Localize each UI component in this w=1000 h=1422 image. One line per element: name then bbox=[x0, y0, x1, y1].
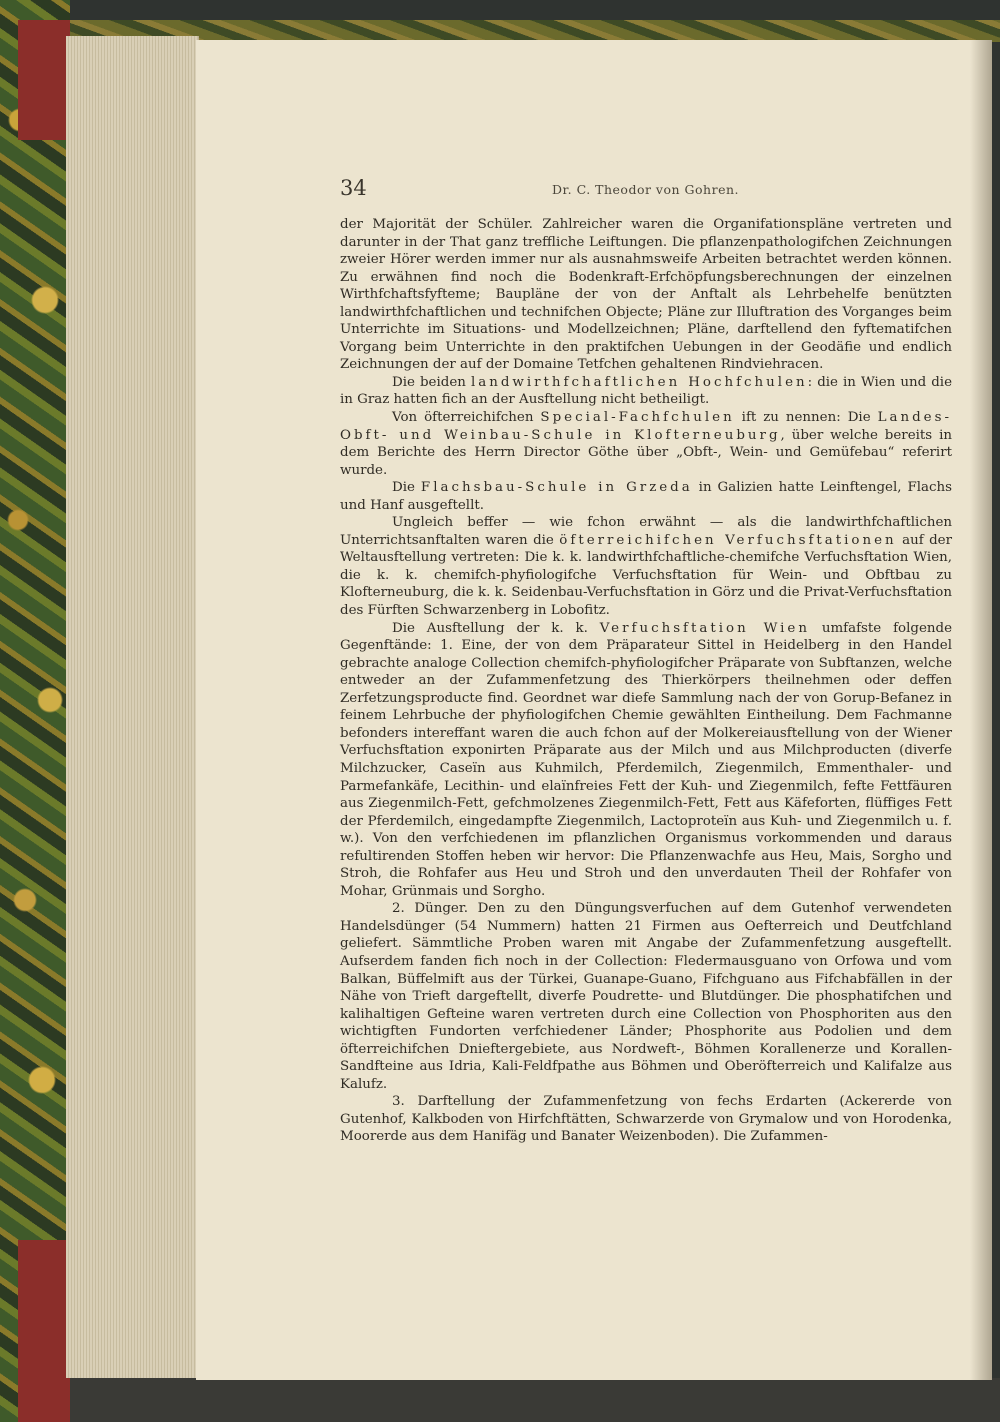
page-gutter-shadow bbox=[970, 40, 992, 1380]
paragraph: Von öfterreichifchen Special-Fachfchulen ift zu nennen: Die Landes-Obft- und Weinbau-Schule in Klofterneuburg, über welche bereits in dem Berichte des Herrn Director Göthe über „Obft-, Wein- und Gemüfebau“ referirt wurde. bbox=[340, 410, 952, 478]
cover-leather-band-top bbox=[18, 20, 70, 140]
page-number: 34 bbox=[340, 176, 367, 200]
paragraph: Die beiden landwirthfchaftlichen Hochfchulen: die in Wien und die in Graz hatten fich an der Ausftellung nicht betheiligt. bbox=[340, 374, 953, 408]
book-top-edge bbox=[70, 20, 1000, 42]
paragraph: 2. Dünger. Den zu den Düngungsverfuchen auf dem Gutenhof verwendeten Handelsdünger (54 Nummern) hatten 21 Firmen aus Oefterreich und Deutfchland geliefert. Sämmtliche Proben waren mit Angabe der Zufammenfetzung ausgeftellt. Aufserdem fanden fich noch in der Collection: Fledermausguano von Orfowa und vom Balkan, Büffelmift aus der Türkei, Guanape-Guano, Fifchguano aus Fifchabfällen in der Nähe von Trieft dargeftellt, diverfe Poudrette- und Blutdünger. Die phosphatifchen und kalihaltigen Gefteine waren vertreten durch eine Collection von Phosphoriten aus den wichtigften Fundorten verfchiedener Länder; Phosphorite aus Podolien und dem öfterreichifchen Dnieftergebiete, aus Nordweft-, Böhmen Korallenerze und Korallen-Sandfteine aus Idria, Kali-Feldfpathe aus Böhmen und Oberöfterreich und Kalifalze aus Kalufz. bbox=[340, 901, 952, 1092]
cover-leather-band-bottom bbox=[18, 1240, 70, 1422]
paragraph: Ungleich beffer — wie fchon erwähnt — als die landwirthfchaftlichen Unterrichtsanftalten waren die öfterreichifchen Verfuchsftationen auf der Weltausftellung vertreten: Die k. k. landwirthfchaftliche-chemifche Verfuchsftation Wien, die k. k. chemifch-phyfiologifche Verfuchsftation für Wein- und Obftbau zu Klofterneuburg, die k. k. Seidenbau-Verfuchsftation in Görz und die Privat-Verfuchsftation des Fürften Schwarzenberg in Lobofitz. bbox=[340, 515, 953, 619]
page-header bbox=[340, 176, 952, 206]
running-head: Dr. C. Theodor von Gohren. bbox=[552, 182, 739, 197]
paragraph: Die Flachsbau-Schule in Grzeda in Galizien hatte Leinftengel, Flachs und Hanf ausgeftellt. bbox=[340, 480, 953, 513]
paragraph: Die Ausftellung der k. k. Verfuchsftation Wien umfafste folgende Gegenftände: 1. Eine, der von dem Präparateur Sittel in Heidelberg in den Handel gebrachte analoge Collection chemifch-phyfiologifcher Präparate von Subftanzen, welche entweder an der Zufammenfetzung des Thierkörpers theilnehmen oder deffen Zerfetzungsproducte find. Geordnet war diefe Sammlung nach der von Gorup-Befanez in feinem Lehrbuche der phyfiologifchen Chemie gewählten Eintheilung. Dem Fachmanne befonders intereffant waren die auch fchon auf der Molkereiausftellung von der Wiener Verfuchsftation exponirten Präparate aus der Milch und aus Milchproducten (diverfe Milchzucker, Caseïn aus Kuhmilch, Pferdemilch, Ziegenmilch, Emmenthaler- und Parmefankäfe, Lecithin- und elaïnfreies Fett der Kuh- und Ziegenmilch, fefte Fettfäuren aus Ziegenmilch-Fett, gefchmolzenes Ziegenmilch-Fett, Fett aus Käfeforten, flüffiges Fett der Pferdemilch, eingedampfte Ziegenmilch, Lactoproteïn aus Kuh- und Ziegenmilch u. f. w.). Von den verfchiedenen im pflanzlichen Organismus vorkommenden und daraus refultirenden Stoffen heben wir hervor: Die Pflanzenwachfe aus Heu, Mais, Sorgho und Stroh, die Rohfafer aus Heu und Stroh und den unverdauten Theil der Rohfafer von Mohar, Grünmais und Sorgho. bbox=[340, 620, 952, 899]
book-bottom-edge bbox=[70, 1378, 1000, 1422]
paragraph: der Majorität der Schüler. Zahlreicher waren die Organifationspläne vertreten und darunter in der That ganz treffliche Leiftungen. Die pflanzenpathologifchen Zeichnungen zweier Hörer werden immer nur als ausnahmsweife Arbeiten betrachtet werden können. Zu erwähnen find noch die Bodenkraft-Erfchöpfungsberechnungen der einzelnen Wirthfchaftsfyfteme; Baupläne der von der Anftalt als Lehrbehelfe benützten landwirthfchaftlichen und technifchen Objecte; Pläne zur Illuftration des Vorganges beim Unterrichte im Situations- und Modellzeichnen; Pläne, darftellend den fyftematifchen Vorgang beim Unterrichte in den praktifchen Uebungen in der Geodäfie und endlich Zeichnungen der auf der Domaine Tetfchen gehaltenen Rindviehracen. bbox=[340, 217, 952, 373]
paragraph: 3. Darftellung der Zufammenfetzung von fechs Erdarten (Ackererde von Gutenhof, Kalkboden von Hirfchftätten, Schwarzerde von Grymalow und von Horodenka, Moorerde aus dem Hanifäg und Banater Weizenboden). Die Zufammen- bbox=[340, 1094, 952, 1145]
page-stack-edge bbox=[66, 36, 199, 1378]
body-text bbox=[340, 216, 952, 1146]
book-cover-marbled bbox=[0, 0, 70, 1422]
